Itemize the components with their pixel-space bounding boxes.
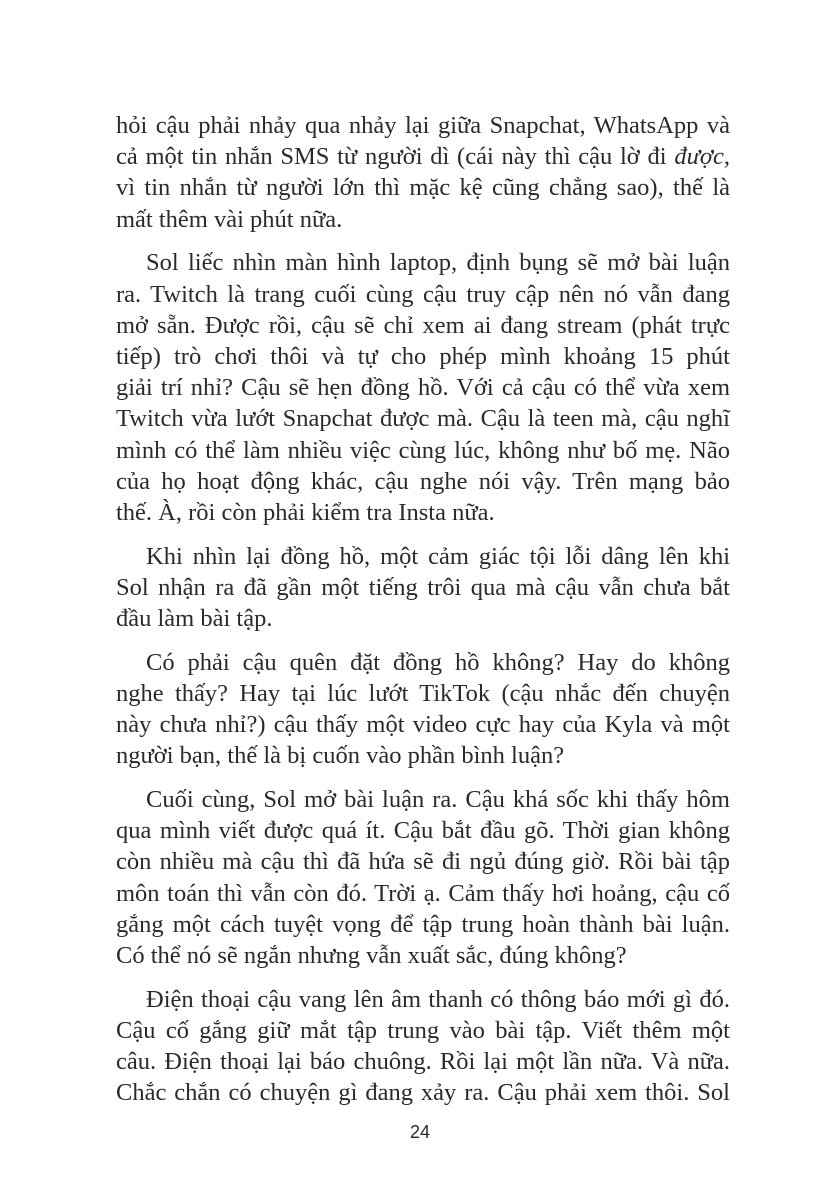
text-line: vì tin nhắn từ người lớn thì mặc kệ cũng chẳng sao), thế là	[116, 174, 730, 202]
text-line: Twitch vừa lướt Snapchat được mà. Cậu là teen mà, cậu nghĩ	[116, 405, 730, 433]
text-line: của họ hoạt động khác, cậu nghe nói vậy. Trên mạng bảo	[116, 467, 730, 495]
text-line: mình có thể làm nhiều việc cùng lúc, không như bố mẹ. Não	[116, 436, 730, 464]
emphasis-text: được,	[674, 143, 730, 171]
text-line: Cuối cùng, Sol mở bài luận ra. Cậu khá sốc khi thấy hôm	[146, 786, 730, 814]
text-line: Khi nhìn lại đồng hồ, một cảm giác tội lỗi dâng lên khi	[146, 542, 730, 570]
text-line: câu. Điện thoại lại báo chuông. Rồi lại một lần nữa. Và nữa.	[116, 1048, 730, 1076]
text-line: thế. À, rồi còn phải kiểm tra Insta nữa.	[116, 498, 495, 526]
text-line: tiếp) trò chơi thôi và tự cho phép mình khoảng 15 phút	[116, 342, 730, 370]
text-line-part: cả một tin nhắn SMS từ người dì (cái này thì cậu lờ đi	[116, 143, 675, 171]
paragraph-4	[116, 647, 730, 772]
text-line: hỏi cậu phải nhảy qua nhảy lại giữa Snapchat, WhatsApp và	[116, 112, 730, 139]
text-line: Sol nhận ra đã gần một tiếng trôi qua mà cậu vẫn chưa bắt	[116, 573, 730, 601]
paragraph-5	[116, 784, 730, 971]
text-line: Có phải cậu quên đặt đồng hồ không? Hay do không	[146, 648, 730, 676]
paragraph-3	[116, 541, 730, 635]
text-line: gắng một cách tuyệt vọng để tập trung hoàn thành bài luận.	[116, 910, 730, 938]
paragraph-6	[116, 984, 730, 1109]
text-line: ra. Twitch là trang cuối cùng cậu truy cập nên nó vẫn đang	[116, 280, 730, 308]
text-line: nghe thấy? Hay tại lúc lướt TikTok (cậu nhắc đến chuyện	[116, 679, 730, 707]
text-line: còn nhiều mà cậu thì đã hứa sẽ đi ngủ đúng giờ. Rồi bài tập	[116, 848, 730, 876]
text-line: môn toán thì vẫn còn đó. Trời ạ. Cảm thấy hơi hoảng, cậu cố	[116, 879, 730, 907]
text-line: mở sẵn. Được rồi, cậu sẽ chỉ xem ai đang stream (phát trực	[116, 311, 730, 339]
text-line: giải trí nhỉ? Cậu sẽ hẹn đồng hồ. Với cả cậu có thể vừa xem	[116, 374, 730, 402]
paragraph-2	[116, 247, 730, 528]
paragraph-1	[116, 110, 730, 235]
text-line: Sol liếc nhìn màn hình laptop, định bụng sẽ mở bài luận	[146, 249, 730, 277]
text-line: Cậu cố gắng giữ mắt tập trung vào bài tập. Viết thêm một	[116, 1016, 730, 1044]
text-line: đầu làm bài tập.	[116, 605, 273, 633]
text-line: người bạn, thế là bị cuốn vào phần bình luận?	[116, 742, 565, 770]
text-line: này chưa nhỉ?) cậu thấy một video cực hay của Kyla và một	[116, 711, 730, 739]
page-number: 24	[409, 1122, 431, 1142]
text-line	[116, 141, 730, 172]
text-line: Có thể nó sẽ ngắn nhưng vẫn xuất sắc, đúng không?	[116, 942, 627, 970]
text-line: qua mình viết được quá ít. Cậu bắt đầu gõ. Thời gian không	[116, 817, 730, 845]
text-line: mất thêm vài phút nữa.	[116, 205, 343, 233]
text-line: Điện thoại cậu vang lên âm thanh có thông báo mới gì đó.	[146, 985, 730, 1013]
body-text	[116, 110, 730, 1121]
text-line: Chắc chắn có chuyện gì đang xảy ra. Cậu phải xem thôi. Sol	[116, 1079, 730, 1107]
